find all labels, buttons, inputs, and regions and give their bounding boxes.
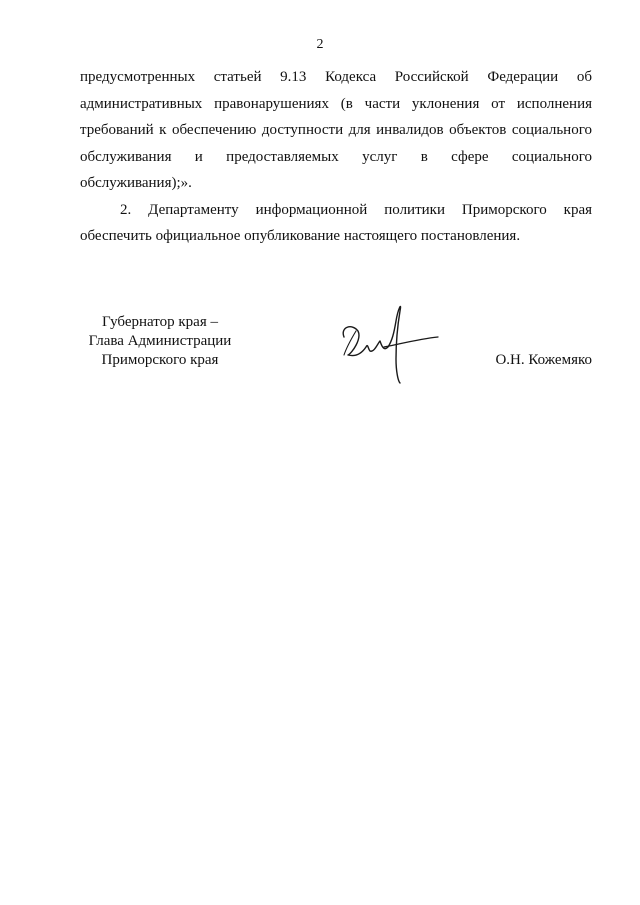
- paragraph-continuation: [80, 64, 592, 197]
- paragraph-line: предусмотренных статьей 9.13 Кодекса Российской Федерации об: [80, 69, 592, 85]
- position-line: Губернатор края –: [102, 314, 218, 330]
- handwritten-signature: [338, 297, 442, 387]
- position-line: Глава Администрации: [88, 333, 232, 349]
- paragraph-line: 2. Департаменту информационной политики Приморского края: [120, 201, 592, 218]
- signatory-position: [80, 313, 240, 370]
- signature-block: [80, 313, 592, 393]
- paragraph-line: обеспечить официальное опубликование настоящего постановления.: [80, 228, 521, 244]
- position-line: Приморского края: [101, 352, 219, 368]
- signatory-name: О.Н. Кожемяко: [495, 352, 592, 368]
- paragraph-item-2: [80, 197, 592, 250]
- paragraph-line: обслуживания и предоставляемых услуг в сфере социального: [80, 148, 592, 165]
- paragraph-line: обслуживания);».: [80, 175, 192, 191]
- document-body: [80, 64, 592, 250]
- paragraph-line: административных правонарушениях (в части уклонения от исполнения: [80, 95, 592, 112]
- paragraph-line: требований к обеспечению доступности для инвалидов объектов социального: [80, 122, 592, 138]
- page-number: 2: [316, 37, 324, 52]
